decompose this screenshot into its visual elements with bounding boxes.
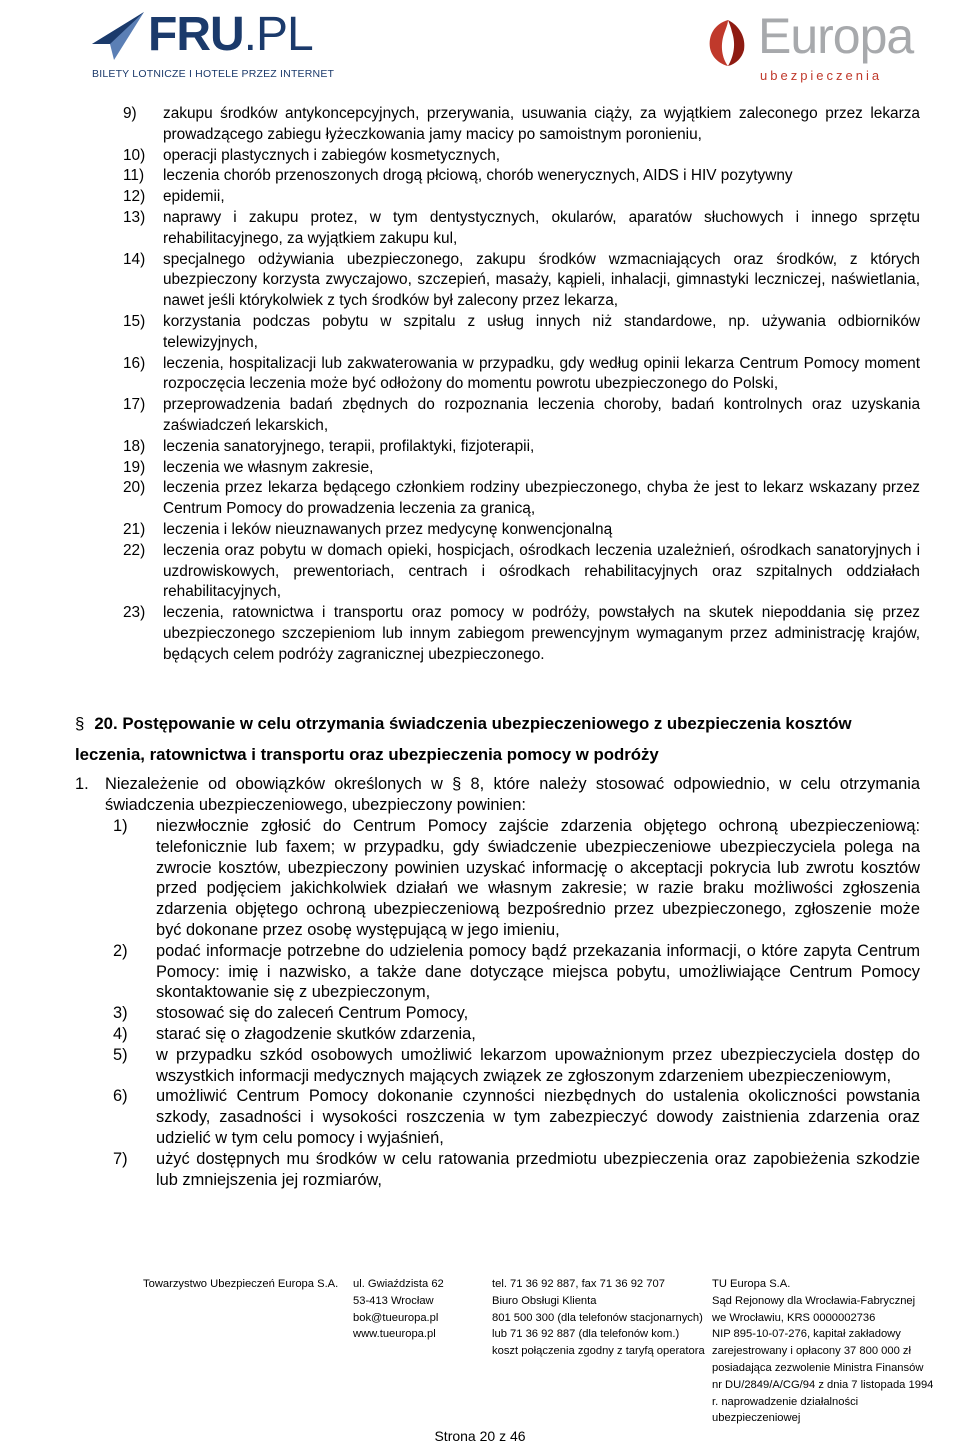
list-item: 12) epidemii,	[123, 188, 225, 206]
section-title: 20. Postępowanie w celu otrzymania świadczenia ubezpieczeniowego z ubezpieczenia kosztów leczenia, ratownictwa i transportu oraz ubezpieczenia pomocy w podróży	[75, 714, 852, 764]
list-item: 13) naprawy i zakupu protez, w tym dentystycznych, okularów, aparatów słuchowych i innego sprzętu rehabilitacyjnego, za wyjątkiem zakupu kul,	[123, 208, 920, 247]
section-symbol: §	[75, 714, 85, 733]
fru-logo	[90, 4, 350, 84]
paper-plane-icon	[80, 4, 150, 68]
list-item: 3) stosować się do zaleceń Centrum Pomocy,	[113, 1004, 469, 1023]
footer-registry: TU Europa S.A. Sąd Rejonowy dla Wrocławia-Fabrycznej we Wrocławiu, KRS 0000002736 NIP 895-10-07-276, kapitał zakładowy zarejestrowany i opłacony 37 800 000 zł posiadająca zezwolenie Ministra Finansów nr DU/2849/A/CG/94 z dnia 7 listopada 1994 r. naprowadzenie działalności ubezpieczeniowej	[712, 1278, 934, 1425]
footer-contact: tel. 71 36 92 887, fax 71 36 92 707 Biuro Obsługi Klienta 801 500 300 (dla telefonów stacjonarnych) lub 71 36 92 887 (dla telefonów kom.) koszt połączenia zgodny z taryfą operatora	[492, 1278, 705, 1358]
fru-brand: FRU.PL	[148, 8, 313, 61]
list-item: 10) operacji plastycznych i zabiegów kosmetycznych,	[123, 146, 501, 164]
europa-sub: ubezpieczenia	[760, 68, 883, 83]
list-item: 7) użyć dostępnych mu środków w celu ratowania przedmiotu ubezpieczenia oraz zapobieżenia szkodzie lub zmniejszenia jej rozmiarów,	[113, 1149, 920, 1189]
list-item: 15) korzystania podczas pobytu w szpitalu z usług innych niż standardowe, np. używania odbiorników telewizyjnych,	[123, 312, 920, 351]
list-item: 5) w przypadku szkód osobowych umożliwić lekarzom upoważnionym przez ubezpieczyciela dostęp do wszystkich informacji medycznych mających związek ze zgłoszonym zdarzeniem ubezpieczeniowym,	[113, 1045, 920, 1085]
europa-logo	[700, 10, 960, 85]
list-item: 4) starać się o złagodzenie skutków zdarzenia,	[113, 1024, 476, 1043]
list-item: 19) leczenia we własnym zakresie,	[123, 458, 374, 476]
list-item: 23) leczenia, ratownictwa i transportu oraz pomocy w podróży, powstałych na skutek niepoddania się przez ubezpieczonego szczepieniom lub innym zabiegom prewencyjnym wymaganym przez administrację krajów, będących celem podróży zagranicznej ubezpieczonego.	[123, 604, 920, 663]
europa-emblem-icon	[700, 14, 756, 70]
list-item: 22) leczenia oraz pobytu w domach opieki, hospicjach, ośrodkach leczenia uzależnień, ośrodkach sanatoryjnych i uzdrowiskowych, prewentoriach, centrach i ośrodkach rehabilitacyjnych oraz szpitalnych oddziałach rehabilitacyjnych,	[123, 541, 920, 601]
point-1-number: 1.	[75, 775, 89, 793]
list-item: 11) leczenia chorób przenoszonych drogą płciową, chorób wenerycznych, AIDS i HIV pozytywny	[123, 167, 793, 185]
list-item: 18) leczenia sanatoryjnego, terapii, profilaktyki, fizjoterapii,	[123, 437, 535, 455]
list-item: 16) leczenia, hospitalizacji lub zakwaterowania w przypadku, gdy według opinii lekarza Centrum Pomocy moment rozpoczęcia leczenia może być odłożony do momentu powrotu ubezpieczonego do Polski,	[123, 354, 920, 393]
footer-address: ul. Gwiaździsta 62 53-413 Wrocław bok@tueuropa.pl www.tueuropa.pl	[353, 1278, 444, 1341]
list-item: 20) leczenia przez lekarza będącego członkiem rodziny ubezpieczonego, chyba że jest to lekarz wskazany przez Centrum Pomocy do prowadzenia leczenia za granicą,	[123, 479, 920, 518]
footer-company: Towarzystwo Ubezpieczeń Europa S.A.	[143, 1278, 339, 1290]
point-1	[75, 774, 920, 816]
list-item: 1) niezwłocznie zgłosić do Centrum Pomocy zajście zdarzenia objętego ochroną ubezpieczeniową: telefonicznie lub faxem; w przypadku, gdy świadczenie ubezpieczeniowe ubezpieczyciela polega na zwrocie kosztów, ubezpieczony powinien uzyskać informację o akceptacji pokrycia lub zwrotu kosztów przed podjęciem jakichkolwiek działań we własnym zakresie; w razie braku możliwości zgłoszenia zdarzenia objętego ochroną ubezpieczeniową bezpośrednio przez ubezpieczonego, zgłoszenie może być dokonane przez osobę występującą w jego imieniu,	[113, 817, 920, 939]
list-item: 6) umożliwić Centrum Pomocy dokonanie czynności niezbędnych do ustalenia okoliczności powstania szkody, zasadności i wysokości roszczenia w tym zabezpieczyć dowody zaistnienia zdarzenia oraz udzielić w tym celu pomocy i wyjaśnień,	[113, 1087, 920, 1147]
list-item: 9) zakupu środków antykoncepcyjnych, przerywania, usuwania ciąży, za wyjątkiem zaleconego przez lekarza prowadzącego zabiegu łyżeczkowania jamy macicy po samoistnym poronieniu,	[123, 105, 920, 143]
fru-tagline: BILETY LOTNICZE I HOTELE PRZEZ INTERNET	[92, 68, 335, 80]
exclusions-list	[123, 104, 920, 666]
point-1-text: Niezależenie od obowiązków określonych w § 8, które należy stosować odpowiednio, w celu otrzymania świadczenia ubezpieczeniowego, ubezpieczony powinien:	[105, 775, 920, 814]
page-number: Strona 20 z 46	[434, 1428, 526, 1444]
list-item: 14) specjalnego odżywiania ubezpieczonego, zakupu środków wzmacniających oraz środków, z których ubezpieczony korzysta zwyczajowo, szczepień, masaży, kąpieli, inhalacji, gimnastyki leczniczej, naświetlania, nawet jeśli którykolwiek z tych środków był zalecony przez lekarza,	[123, 250, 920, 310]
obligations-list	[113, 816, 920, 1190]
list-item: 17) przeprowadzenia badań zbędnych do rozpoznania leczenia choroby, badań kontrolnych oraz uzyskania zaświadczeń lekarskich,	[123, 396, 920, 434]
europa-brand: Europa	[758, 8, 914, 64]
list-item: 2) podać informacje potrzebne do udzielenia pomocy bądź przekazania informacji, o które zapyta Centrum Pomocy: imię i nazwisko, a także dane dotyczące miejsca pobytu, umożliwiające Centrum Pomocy skontaktowanie się z ubezpieczonym,	[113, 941, 920, 1002]
list-item: 21) leczenia i leków nieuznawanych przez medycynę konwencjonalną	[123, 520, 613, 538]
section-heading	[75, 708, 923, 770]
